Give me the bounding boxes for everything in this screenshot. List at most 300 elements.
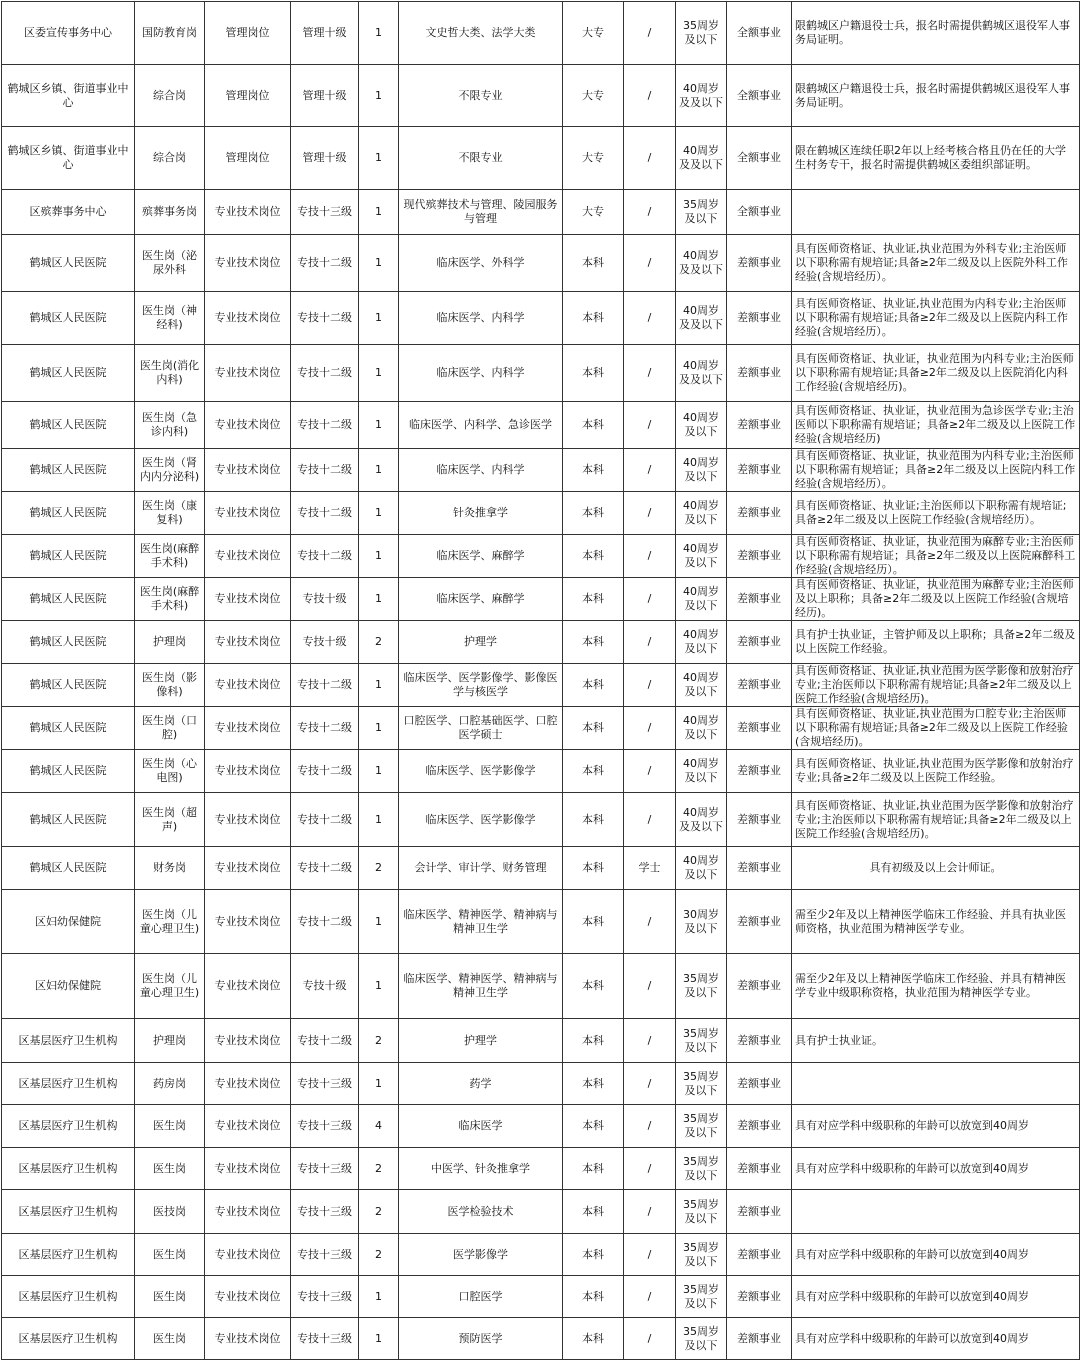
funding-cell: 差额事业 — [727, 621, 792, 664]
post-cell: 医生岗(麻醉手术科) — [135, 578, 205, 621]
funding-cell: 全额事业 — [727, 65, 792, 127]
count-cell: 1 — [359, 1318, 399, 1360]
funding-cell: 差额事业 — [727, 793, 792, 847]
major-cell: 医学检验技术 — [399, 1190, 563, 1234]
grade-cell: 专技十三级 — [291, 1318, 359, 1360]
table-row — [2, 664, 1080, 707]
post-cell: 医生岗 — [135, 1148, 205, 1190]
age-cell: 40周岁及及以下 — [676, 292, 727, 345]
funding-cell: 差额事业 — [727, 1276, 792, 1318]
major-cell: 现代殡葬技术与管理、陵园服务与管理 — [399, 190, 563, 235]
education-cell: 本科 — [563, 707, 624, 750]
grade-cell: 专技十二级 — [291, 847, 359, 890]
degree-cell: / — [624, 954, 676, 1019]
major-cell: 临床医学、医学影像学 — [399, 793, 563, 847]
education-cell: 本科 — [563, 492, 624, 535]
funding-cell: 全额事业 — [727, 2, 792, 65]
requirements-cell: 具有对应学科中级职称的年龄可以放宽到40周岁 — [792, 1276, 1080, 1318]
count-cell: 1 — [359, 1276, 399, 1318]
grade-cell: 专技十二级 — [291, 345, 359, 402]
age-cell: 40周岁及及以下 — [676, 127, 727, 190]
table-row — [2, 578, 1080, 621]
count-cell: 1 — [359, 793, 399, 847]
grade-cell: 专技十二级 — [291, 707, 359, 750]
education-cell: 本科 — [563, 793, 624, 847]
count-cell: 1 — [359, 402, 399, 449]
post-cell: 医生岗 — [135, 1318, 205, 1360]
education-cell: 本科 — [563, 621, 624, 664]
major-cell: 不限专业 — [399, 65, 563, 127]
funding-cell: 差额事业 — [727, 1318, 792, 1360]
requirements-cell: 需至少2年及以上精神医学临床工作经验、并具有精神医学专业中级职称资格，执业范围为精神医学专业。 — [792, 954, 1080, 1019]
table-row — [2, 954, 1080, 1019]
count-cell: 1 — [359, 707, 399, 750]
table-row — [2, 235, 1080, 292]
age-cell: 40周岁及以下 — [676, 847, 727, 890]
major-cell: 口腔医学 — [399, 1276, 563, 1318]
grade-cell: 专技十级 — [291, 578, 359, 621]
unit-cell: 鹤城区人民医院 — [2, 402, 135, 449]
grade-cell: 专技十级 — [291, 954, 359, 1019]
table-row — [2, 2, 1080, 65]
requirements-cell: 限在鹤城区连续任职2年以上经考核合格且仍在任的大学生村务专干，报名时需提供鹤城区委组织部证明。 — [792, 127, 1080, 190]
degree-cell: / — [624, 621, 676, 664]
post-cell: 国防教育岗 — [135, 2, 205, 65]
degree-cell: / — [624, 1234, 676, 1276]
funding-cell: 差额事业 — [727, 345, 792, 402]
requirements-cell: 具有护士执业证，主管护师及以上职称；具备≥2年二级及以上医院工作经验。 — [792, 621, 1080, 664]
age-cell: 35周岁及以下 — [676, 1105, 727, 1148]
unit-cell: 鹤城区人民医院 — [2, 707, 135, 750]
post-cell: 财务岗 — [135, 847, 205, 890]
degree-cell: / — [624, 578, 676, 621]
education-cell: 本科 — [563, 235, 624, 292]
category-cell: 专业技术岗位 — [205, 578, 291, 621]
category-cell: 专业技术岗位 — [205, 707, 291, 750]
age-cell: 35周岁及以下 — [676, 190, 727, 235]
major-cell: 会计学、审计学、财务管理 — [399, 847, 563, 890]
unit-cell: 鹤城区人民医院 — [2, 578, 135, 621]
age-cell: 40周岁及以下 — [676, 449, 727, 492]
category-cell: 专业技术岗位 — [205, 664, 291, 707]
degree-cell: / — [624, 402, 676, 449]
unit-cell: 区妇幼保健院 — [2, 954, 135, 1019]
funding-cell: 全额事业 — [727, 127, 792, 190]
table-row — [2, 535, 1080, 578]
post-cell: 殡葬事务岗 — [135, 190, 205, 235]
grade-cell: 专技十三级 — [291, 1190, 359, 1234]
grade-cell: 专技十二级 — [291, 292, 359, 345]
degree-cell: / — [624, 449, 676, 492]
table-body — [2, 2, 1080, 1360]
major-cell: 临床医学、内科学 — [399, 292, 563, 345]
table-row — [2, 1190, 1080, 1234]
post-cell: 医生岗 — [135, 1234, 205, 1276]
major-cell: 临床医学、麻醉学 — [399, 535, 563, 578]
category-cell: 专业技术岗位 — [205, 235, 291, 292]
major-cell: 临床医学、医学影像学 — [399, 750, 563, 793]
grade-cell: 专技十二级 — [291, 1019, 359, 1063]
requirements-cell: 具有对应学科中级职称的年龄可以放宽到40周岁 — [792, 1148, 1080, 1190]
education-cell: 本科 — [563, 1318, 624, 1360]
unit-cell: 鹤城区人民医院 — [2, 750, 135, 793]
funding-cell: 差额事业 — [727, 235, 792, 292]
count-cell: 2 — [359, 847, 399, 890]
grade-cell: 专技十二级 — [291, 492, 359, 535]
degree-cell: / — [624, 1105, 676, 1148]
degree-cell: / — [624, 750, 676, 793]
table-row — [2, 65, 1080, 127]
count-cell: 1 — [359, 535, 399, 578]
requirements-cell: 具有对应学科中级职称的年龄可以放宽到40周岁 — [792, 1105, 1080, 1148]
education-cell: 本科 — [563, 1148, 624, 1190]
grade-cell: 专技十三级 — [291, 190, 359, 235]
post-cell: 综合岗 — [135, 65, 205, 127]
table-row — [2, 750, 1080, 793]
category-cell: 专业技术岗位 — [205, 1234, 291, 1276]
degree-cell: / — [624, 1190, 676, 1234]
age-cell: 35周岁及以下 — [676, 1276, 727, 1318]
age-cell: 35周岁及以下 — [676, 1318, 727, 1360]
category-cell: 专业技术岗位 — [205, 1148, 291, 1190]
category-cell: 专业技术岗位 — [205, 1276, 291, 1318]
age-cell: 40周岁及及以下 — [676, 345, 727, 402]
education-cell: 大专 — [563, 2, 624, 65]
requirements-cell: 具有医师资格证、执业证,执业范围为医学影像和放射治疗专业;主治医师以下职称需有规培证;具备≥2年二级及以上医院工作经验(含规培经历)。 — [792, 793, 1080, 847]
grade-cell: 专技十二级 — [291, 664, 359, 707]
count-cell: 1 — [359, 345, 399, 402]
post-cell: 医生岗（儿童心理卫生) — [135, 954, 205, 1019]
category-cell: 专业技术岗位 — [205, 1318, 291, 1360]
funding-cell: 差额事业 — [727, 664, 792, 707]
unit-cell: 区委宣传事务中心 — [2, 2, 135, 65]
table-row — [2, 707, 1080, 750]
category-cell: 专业技术岗位 — [205, 449, 291, 492]
requirements-cell: 需至少2年及以上精神医学临床工作经验、并具有执业医师资格，执业范围为精神医学专业。 — [792, 890, 1080, 954]
unit-cell: 区基层医疗卫生机构 — [2, 1318, 135, 1360]
table-row — [2, 1276, 1080, 1318]
requirements-cell: 具有对应学科中级职称的年龄可以放宽到40周岁 — [792, 1318, 1080, 1360]
requirements-cell — [792, 1190, 1080, 1234]
requirements-cell: 具有医师资格证、执业证,执业范围为外科专业;主治医师以下职称需有规培证;具备≥2年二级及以上医院外科工作经验(含规培经历）。 — [792, 235, 1080, 292]
age-cell: 40周岁及以下 — [676, 664, 727, 707]
category-cell: 专业技术岗位 — [205, 621, 291, 664]
age-cell: 40周岁及以下 — [676, 750, 727, 793]
education-cell: 本科 — [563, 1063, 624, 1105]
funding-cell: 差额事业 — [727, 1234, 792, 1276]
degree-cell: / — [624, 1276, 676, 1318]
table-row — [2, 1148, 1080, 1190]
requirements-cell — [792, 190, 1080, 235]
major-cell: 预防医学 — [399, 1318, 563, 1360]
table-row — [2, 345, 1080, 402]
funding-cell: 差额事业 — [727, 578, 792, 621]
grade-cell: 专技十二级 — [291, 449, 359, 492]
degree-cell: / — [624, 1148, 676, 1190]
unit-cell: 区基层医疗卫生机构 — [2, 1019, 135, 1063]
table-row — [2, 292, 1080, 345]
post-cell: 医生岗(消化内科) — [135, 345, 205, 402]
requirements-cell: 限鹤城区户籍退役士兵，报名时需提供鹤城区退役军人事务局证明。 — [792, 2, 1080, 65]
grade-cell: 专技十二级 — [291, 235, 359, 292]
unit-cell: 鹤城区人民医院 — [2, 621, 135, 664]
requirements-cell: 具有护士执业证。 — [792, 1019, 1080, 1063]
post-cell: 医生岗 — [135, 1276, 205, 1318]
table-row — [2, 1063, 1080, 1105]
funding-cell: 差额事业 — [727, 847, 792, 890]
degree-cell: / — [624, 1318, 676, 1360]
age-cell: 40周岁及及以下 — [676, 235, 727, 292]
major-cell: 临床医学、内科学 — [399, 449, 563, 492]
category-cell: 专业技术岗位 — [205, 345, 291, 402]
post-cell: 医生岗（泌尿外科 — [135, 235, 205, 292]
count-cell: 1 — [359, 449, 399, 492]
table-row — [2, 449, 1080, 492]
education-cell: 本科 — [563, 1105, 624, 1148]
count-cell: 1 — [359, 664, 399, 707]
age-cell: 35周岁及以下 — [676, 1063, 727, 1105]
grade-cell: 专技十二级 — [291, 793, 359, 847]
education-cell: 本科 — [563, 535, 624, 578]
age-cell: 40周岁及以下 — [676, 621, 727, 664]
education-cell: 本科 — [563, 664, 624, 707]
category-cell: 专业技术岗位 — [205, 954, 291, 1019]
category-cell: 专业技术岗位 — [205, 292, 291, 345]
major-cell: 临床医学、医学影像学、影像医学与核医学 — [399, 664, 563, 707]
post-cell: 医生岗（口腔) — [135, 707, 205, 750]
funding-cell: 差额事业 — [727, 292, 792, 345]
category-cell: 专业技术岗位 — [205, 1105, 291, 1148]
count-cell: 1 — [359, 578, 399, 621]
degree-cell: 学士 — [624, 847, 676, 890]
degree-cell: / — [624, 793, 676, 847]
degree-cell: / — [624, 535, 676, 578]
category-cell: 专业技术岗位 — [205, 402, 291, 449]
grade-cell: 专技十三级 — [291, 1148, 359, 1190]
grade-cell: 管理十级 — [291, 127, 359, 190]
post-cell: 护理岗 — [135, 621, 205, 664]
major-cell: 临床医学、麻醉学 — [399, 578, 563, 621]
post-cell: 医生岗（影像科) — [135, 664, 205, 707]
category-cell: 专业技术岗位 — [205, 1063, 291, 1105]
count-cell: 2 — [359, 1190, 399, 1234]
age-cell: 40周岁及以下 — [676, 402, 727, 449]
category-cell: 专业技术岗位 — [205, 890, 291, 954]
age-cell: 35周岁及以下 — [676, 1234, 727, 1276]
age-cell: 30周岁及以下 — [676, 890, 727, 954]
grade-cell: 管理十级 — [291, 65, 359, 127]
count-cell: 1 — [359, 750, 399, 793]
degree-cell: / — [624, 65, 676, 127]
unit-cell: 区殡葬事务中心 — [2, 190, 135, 235]
major-cell: 临床医学、精神医学、精神病与精神卫生学 — [399, 954, 563, 1019]
age-cell: 40周岁及以下 — [676, 535, 727, 578]
requirements-cell: 具有医师资格证、执业证,执业范围为口腔专业;主治医师以下职称需有规培证;具备≥2年二级及以上医院工作经验(含规培经历)。 — [792, 707, 1080, 750]
count-cell: 2 — [359, 1019, 399, 1063]
grade-cell: 专技十二级 — [291, 890, 359, 954]
count-cell: 1 — [359, 954, 399, 1019]
major-cell: 口腔医学、口腔基础医学、口腔医学硕士 — [399, 707, 563, 750]
count-cell: 4 — [359, 1105, 399, 1148]
funding-cell: 差额事业 — [727, 1019, 792, 1063]
education-cell: 本科 — [563, 292, 624, 345]
post-cell: 医生岗（肾内内分泌科) — [135, 449, 205, 492]
count-cell: 1 — [359, 1063, 399, 1105]
funding-cell: 差额事业 — [727, 954, 792, 1019]
post-cell: 医技岗 — [135, 1190, 205, 1234]
degree-cell: / — [624, 1063, 676, 1105]
unit-cell: 鹤城区人民医院 — [2, 292, 135, 345]
education-cell: 本科 — [563, 449, 624, 492]
age-cell: 40周岁及以下 — [676, 578, 727, 621]
funding-cell: 差额事业 — [727, 402, 792, 449]
count-cell: 1 — [359, 235, 399, 292]
category-cell: 专业技术岗位 — [205, 1190, 291, 1234]
requirements-cell: 限鹤城区户籍退役士兵，报名时需提供鹤城区退役军人事务局证明。 — [792, 65, 1080, 127]
table-row — [2, 492, 1080, 535]
table-row — [2, 402, 1080, 449]
major-cell: 药学 — [399, 1063, 563, 1105]
funding-cell: 差额事业 — [727, 449, 792, 492]
age-cell: 35周岁及以下 — [676, 954, 727, 1019]
category-cell: 专业技术岗位 — [205, 1019, 291, 1063]
post-cell: 综合岗 — [135, 127, 205, 190]
table-row — [2, 847, 1080, 890]
post-cell: 药房岗 — [135, 1063, 205, 1105]
major-cell: 护理学 — [399, 1019, 563, 1063]
education-cell: 本科 — [563, 1019, 624, 1063]
requirements-cell: 具有医师资格证、执业证，执业范围为内科专业;主治医师以下职称需有规培证；具备≥2年二级及以上医院内科工作经验(含规培经历）。 — [792, 449, 1080, 492]
unit-cell: 鹤城区人民医院 — [2, 793, 135, 847]
unit-cell: 鹤城区人民医院 — [2, 449, 135, 492]
degree-cell: / — [624, 492, 676, 535]
grade-cell: 专技十二级 — [291, 535, 359, 578]
major-cell: 临床医学 — [399, 1105, 563, 1148]
category-cell: 专业技术岗位 — [205, 793, 291, 847]
degree-cell: / — [624, 190, 676, 235]
major-cell: 医学影像学 — [399, 1234, 563, 1276]
count-cell: 2 — [359, 1234, 399, 1276]
count-cell: 1 — [359, 890, 399, 954]
post-cell: 医生岗(麻醉手术科) — [135, 535, 205, 578]
count-cell: 2 — [359, 1148, 399, 1190]
table-row — [2, 1234, 1080, 1276]
count-cell: 1 — [359, 127, 399, 190]
funding-cell: 差额事业 — [727, 890, 792, 954]
grade-cell: 专技十二级 — [291, 402, 359, 449]
degree-cell: / — [624, 890, 676, 954]
degree-cell: / — [624, 127, 676, 190]
education-cell: 大专 — [563, 65, 624, 127]
requirements-cell: 具有医师资格证、执业证，执业范围为麻醉专业;主治医师及以上职称；具备≥2年二级及以上医院工作经验(含规培经历)。 — [792, 578, 1080, 621]
category-cell: 专业技术岗位 — [205, 847, 291, 890]
unit-cell: 鹤城区乡镇、街道事业中心 — [2, 127, 135, 190]
count-cell: 2 — [359, 621, 399, 664]
category-cell: 管理岗位 — [205, 65, 291, 127]
unit-cell: 区基层医疗卫生机构 — [2, 1105, 135, 1148]
education-cell: 本科 — [563, 345, 624, 402]
requirements-cell: 具有医师资格证、执业证，执业范围为急诊医学专业;主治医师以下职称需有规培证；具备≥2年二级及以上医院工作经验(含规培经历) — [792, 402, 1080, 449]
category-cell: 专业技术岗位 — [205, 492, 291, 535]
requirements-cell — [792, 1063, 1080, 1105]
count-cell: 1 — [359, 65, 399, 127]
requirements-cell: 具有对应学科中级职称的年龄可以放宽到40周岁 — [792, 1234, 1080, 1276]
unit-cell: 鹤城区人民医院 — [2, 535, 135, 578]
major-cell: 临床医学、精神医学、精神病与精神卫生学 — [399, 890, 563, 954]
age-cell: 35周岁及以下 — [676, 1190, 727, 1234]
requirements-cell: 具有医师资格证、执业证，执业范围为内科专业;主治医师以下职称需有规培证;具备≥2年二级及以上医院消化内科工作经验(含规培经历)。 — [792, 345, 1080, 402]
category-cell: 专业技术岗位 — [205, 190, 291, 235]
grade-cell: 管理十级 — [291, 2, 359, 65]
post-cell: 医生岗（神经科) — [135, 292, 205, 345]
age-cell: 40周岁及及以下 — [676, 793, 727, 847]
unit-cell: 区基层医疗卫生机构 — [2, 1276, 135, 1318]
funding-cell: 差额事业 — [727, 707, 792, 750]
unit-cell: 鹤城区人民医院 — [2, 345, 135, 402]
education-cell: 本科 — [563, 750, 624, 793]
count-cell: 1 — [359, 2, 399, 65]
education-cell: 本科 — [563, 954, 624, 1019]
age-cell: 35周岁及以下 — [676, 1019, 727, 1063]
unit-cell: 鹤城区乡镇、街道事业中心 — [2, 65, 135, 127]
unit-cell: 区基层医疗卫生机构 — [2, 1148, 135, 1190]
grade-cell: 专技十三级 — [291, 1063, 359, 1105]
major-cell: 临床医学、内科学、急诊医学 — [399, 402, 563, 449]
major-cell: 临床医学、外科学 — [399, 235, 563, 292]
table-row — [2, 127, 1080, 190]
table-row — [2, 1019, 1080, 1063]
post-cell: 医生岗（儿童心理卫生) — [135, 890, 205, 954]
category-cell: 专业技术岗位 — [205, 535, 291, 578]
grade-cell: 专技十级 — [291, 621, 359, 664]
education-cell: 本科 — [563, 1234, 624, 1276]
category-cell: 管理岗位 — [205, 2, 291, 65]
table-row — [2, 1105, 1080, 1148]
age-cell: 35周岁及以下 — [676, 1148, 727, 1190]
major-cell: 针灸推拿学 — [399, 492, 563, 535]
age-cell: 40周岁及及以下 — [676, 65, 727, 127]
grade-cell: 专技十二级 — [291, 750, 359, 793]
degree-cell: / — [624, 707, 676, 750]
unit-cell: 区基层医疗卫生机构 — [2, 1063, 135, 1105]
degree-cell: / — [624, 2, 676, 65]
age-cell: 35周岁及以下 — [676, 2, 727, 65]
post-cell: 医生岗（心电图) — [135, 750, 205, 793]
unit-cell: 区基层医疗卫生机构 — [2, 1190, 135, 1234]
education-cell: 本科 — [563, 1190, 624, 1234]
table-row — [2, 890, 1080, 954]
major-cell: 不限专业 — [399, 127, 563, 190]
degree-cell: / — [624, 345, 676, 402]
age-cell: 40周岁及以下 — [676, 707, 727, 750]
category-cell: 管理岗位 — [205, 127, 291, 190]
major-cell: 护理学 — [399, 621, 563, 664]
education-cell: 本科 — [563, 890, 624, 954]
unit-cell: 鹤城区人民医院 — [2, 492, 135, 535]
requirements-cell: 具有医师资格证、执业证,执业范围为医学影像和放射治疗专业;主治医师以下职称需有规培证;具备≥2年二级及以上医院工作经验(含规培经历)。 — [792, 664, 1080, 707]
count-cell: 1 — [359, 190, 399, 235]
degree-cell: / — [624, 664, 676, 707]
table-row — [2, 190, 1080, 235]
unit-cell: 鹤城区人民医院 — [2, 235, 135, 292]
post-cell: 医生岗（急诊内科) — [135, 402, 205, 449]
requirements-cell: 具有医师资格证、执业证;主治医师以下职称需有规培证;具备≥2年二级及以上医院工作经验(含规培经历）。 — [792, 492, 1080, 535]
unit-cell: 区基层医疗卫生机构 — [2, 1234, 135, 1276]
count-cell: 1 — [359, 492, 399, 535]
requirements-cell: 具有医师资格证、执业证,执业范围为内科专业;主治医师以下职称需有规培证;具备≥2年二级及以上医院内科工作经验(含规培经历）。 — [792, 292, 1080, 345]
degree-cell: / — [624, 235, 676, 292]
age-cell: 40周岁及以下 — [676, 492, 727, 535]
